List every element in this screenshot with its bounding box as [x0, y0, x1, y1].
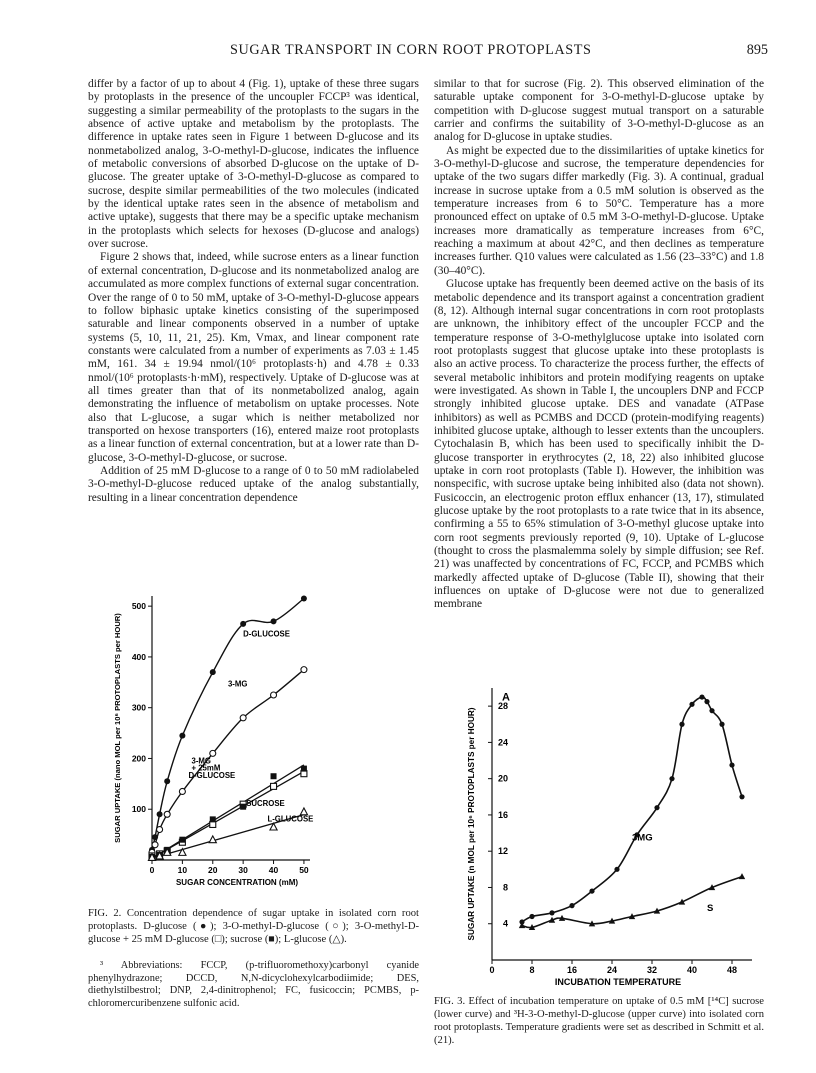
x-tick-label: 0 [489, 965, 495, 975]
x-tick-label: 24 [606, 965, 618, 975]
x-tick-label: 48 [726, 965, 738, 975]
data-point-filled-circle [240, 621, 246, 627]
paragraph: similar to that for sucrose (Fig. 2). This observed elimination of the saturable uptake component for 3-O-methyl-D-glucose uptake by competition with D-glucose suggest mutual transport on a saturable carrier and confirms the suitability of 3-O-methyl-D-glucose as an analog for D-glucose in uptake studies. [434, 78, 764, 144]
data-point-open-circle [152, 842, 158, 848]
curve-label: 3-MG [227, 679, 248, 689]
curve-label: L-GLUCOSE [267, 814, 314, 824]
data-point-filled-circle [569, 903, 574, 908]
data-point-open-circle [210, 750, 216, 756]
y-tick-label: 300 [131, 702, 146, 713]
data-point-filled-circle [152, 834, 158, 840]
data-point-open-circle [301, 667, 307, 673]
y-axis-label: SUGAR UPTAKE (n MOL per 10⁶ PROTOPLASTS per HOUR) [467, 707, 476, 941]
curve-label: 3-MG [191, 756, 211, 766]
curve-label: + 25mM [191, 763, 221, 773]
data-point-filled-circle [679, 722, 684, 727]
caption-text: FIG. 3. Effect of incubation temperature on uptake of 0.5 mM [¹⁴C] sucrose (lower curve) and ³H-3-O-methyl-D-glucose (upper curve) into isolated corn root protoplasts. Temperature gradients were set as described in Schmitt et al. (21). [434, 996, 764, 1046]
y-tick-label: 8 [502, 882, 508, 893]
data-point-filled-circle [704, 699, 709, 704]
data-point-filled-circle [699, 694, 704, 699]
curve-label: 3MG [632, 832, 653, 844]
running-title: SUGAR TRANSPORT IN CORN ROOT PROTOPLASTS [230, 42, 592, 58]
data-point-open-circle [240, 715, 246, 721]
left-column [88, 78, 419, 505]
y-tick-label: 16 [497, 809, 508, 820]
data-point-open-square [271, 783, 277, 789]
y-tick-label: 400 [131, 651, 146, 662]
paragraph: Addition of 25 mM D-glucose to a range of 0 to 50 mM radiolabeled 3-O-methyl-D-glucose reduced uptake of the analog substantially, resulting in a linear concentration dependence [88, 464, 419, 504]
data-point-filled-square [210, 816, 216, 822]
data-point-filled-circle [729, 762, 734, 767]
x-tick-label: 16 [566, 965, 578, 975]
panel-label: A [502, 691, 510, 704]
data-point-open-triangle [209, 836, 216, 843]
x-axis-label: SUGAR CONCENTRATION (mM) [175, 878, 299, 887]
x-tick-label: 10 [177, 865, 188, 875]
x-tick-label: 50 [299, 865, 309, 875]
x-tick-label: 8 [529, 965, 535, 975]
data-point-filled-circle [739, 794, 744, 799]
data-point-filled-circle [210, 669, 216, 675]
data-point-open-circle [271, 692, 277, 698]
data-point-filled-circle [709, 708, 714, 713]
figure-3-chart [467, 682, 770, 994]
curve-label: S [707, 903, 714, 915]
data-point-filled-circle [301, 596, 307, 602]
data-point-filled-circle [529, 914, 534, 919]
data-point-filled-square [179, 837, 185, 843]
data-point-filled-square [271, 773, 277, 779]
y-tick-label: 500 [131, 601, 146, 612]
footnote [88, 960, 419, 1010]
y-tick-label: 200 [131, 753, 146, 764]
figure-2-chart [96, 590, 318, 905]
data-point-filled-circle [271, 618, 277, 624]
x-tick-label: 40 [268, 865, 279, 875]
data-point-filled-circle [719, 722, 724, 727]
data-point-open-circle [164, 811, 170, 817]
curve-label: SUCROSE [246, 799, 285, 809]
y-tick-label: 20 [497, 773, 508, 784]
paragraph: Figure 2 shows that, indeed, while sucrose enters as a linear function of external concentration, D-glucose and its nonmetabolized analog are accumulated as more complex functions of external sugar concentration. Over the range of 0 to 50 mM, uptake of 3-O-methyl-D-glucose appears to follow biphasic uptake kinetics consisting of the superimposed saturable and linear components observed in a number of uptake systems (5, 10, 11, 21, 25). Km, Vmax, and linear component rate constants were calculated from a number of experiments as 7.03 ± 1.45 mM, 161. 34 ± 19.94 nmol/(10⁶ protoplasts·h) and 4.78 ± 0.33 nmol/(10⁶ protoplasts·h·mM), respectively. Uptake of D-glucose was at all times greater than that of its nonmetabolized analog, again demonstrating the influence of metabolism on uptake processes. Note also that L-glucose, a sugar which is neither metabolized nor transported on hexose transporters (16), entered maize root protoplasts as a linear function of external concentration, but at a lower rate than D-glucose, 3-O-methyl-D-glucose, or sucrose. [88, 251, 419, 464]
caption-text: FIG. 2. Concentration dependence of sugar uptake in isolated corn root protoplasts. D-glucose (●); 3-O-methyl-D-glucose (○); 3-O-methyl-D-glucose + 25 mM D-glucose (□); sucrose (■); L-glucose (△). [88, 908, 419, 945]
y-tick-label: 28 [497, 701, 508, 712]
data-point-open-circle [179, 788, 185, 794]
series-curve [152, 670, 304, 853]
data-point-filled-circle [614, 867, 619, 872]
footnote-text: ³ Abbreviations: FCCP, (p-trifluoromethoxy)carbonyl cyanide phenylhydrazone; DCCD, N,N-dicyclohexylcarbodiimide; DES, diethylstilbestrol; DNP, 2,4-dinitrophenol; FC, fusicoccin; PCMBS, p-chloromercuribenzene sulfonic acid. [88, 960, 419, 1009]
paragraph: Glucose uptake has frequently been deemed active on the basis of its metabolic dependence and its transport against a concentration gradient (8, 12). Although internal sugar concentrations in corn root protoplasts are unknown, the inhibitory effect of the uncoupler FCCP and the temperature response of 3-O-methylglucose uptake into isolated corn root protoplasts suggest that glucose uptake into these protoplasts is also an active process. To characterize the process further, the effects of several metabolic inhibitors and protein modifying reagents on uptake were investigated. As shown in Table I, the uncouplers DNP and FCCP strongly inhibited glucose uptake. DES and vanadate (ATPase inhibitors) as well as PCMBS and DCCD (protein-modifying reagents) inhibited glucose uptake, although to lesser extents than the uncouplers. Cytochalasin B, which has been used to specifically inhibit the D-glucose transporter in erythrocytes (2, 18, 22) also inhibited glucose uptake in corn root protoplasts (Table I). However, the inhibition was nonspecific, with sucrose uptake being inhibited also (data not shown). Fusicoccin, an electrogenic proton efflux enhancer (13, 17), stimulated glucose uptake by the root protoplasts to a rate twice that in its absence, confirming a 55 to 65% stimulation of 3-O-methyl glucose uptake into corn root segments previously reported (9, 10). Uptake of L-glucose (thought to cross the plasmalemma solely by simple diffusion; see Ref. 21) was unaffected by concentrations of FC, FCCP, and PCMBS which markedly affected uptake of D-glucose (Table II), showing that their influences on uptake of D-glucose were not due to generalized membrane [434, 278, 764, 611]
data-point-filled-circle [669, 776, 674, 781]
x-tick-label: 40 [686, 965, 698, 975]
x-tick-label: 20 [208, 865, 218, 875]
data-point-filled-circle [589, 888, 594, 893]
y-tick-label: 12 [497, 846, 508, 857]
right-column [434, 78, 764, 612]
data-point-filled-triangle [739, 873, 745, 879]
y-tick-label: 100 [131, 804, 146, 815]
x-axis-label: INCUBATION TEMPERATURE [554, 977, 682, 987]
data-point-filled-circle [157, 811, 163, 817]
data-point-filled-circle [164, 778, 170, 784]
paragraph: As might be expected due to the dissimilarities of uptake kinetics for 3-O-methyl-D-glucose and sucrose, the temperature dependencies for uptake of the two sugars differ markedly (Fig. 3). A continual, gradual increase in sucrose uptake from a 0.5 mM solution is observed as the temperature increases from 6 to 50°C. Temperature has a more pronounced effect on uptake of 0.5 mM 3-O-methyl-D-glucose. Uptake increases more dramatically as temperature increases from 6°C, reaching a maximum at about 42°C, and then declines as temperature increases further. Q10 values were calculated as 1.56 (23–33°C) and 1.8 (30–40°C). [434, 144, 764, 277]
running-header [0, 42, 816, 66]
y-tick-label: 4 [502, 918, 508, 929]
data-point-filled-circle [654, 805, 659, 810]
figure-3-caption [434, 995, 764, 1047]
data-point-filled-square [301, 766, 307, 772]
page-number: 895 [746, 42, 768, 58]
y-tick-label: 24 [497, 737, 508, 748]
x-tick-label: 32 [646, 965, 658, 975]
data-point-filled-circle [179, 733, 185, 739]
y-axis-label: SUGAR UPTAKE (nano MOL per 10⁶ PROTOPLASTS per HOUR) [113, 613, 122, 843]
data-point-filled-circle [549, 910, 554, 915]
data-point-filled-circle [689, 702, 694, 707]
figure-2-caption [88, 907, 419, 946]
curve-label: D-GLUCOSE [188, 770, 236, 780]
paragraph: differ by a factor of up to about 4 (Fig. 1), uptake of these three sugars by protoplasts in the presence of the uncoupler FCCP³ was identical, suggesting a similar permeability of the protoplasts to the sugars in the absence of active uptake and metabolism by the protoplasts. The difference in uptake rates seen in Figure 1 between D-glucose and its nonmetabolized analog, 3-O-methyl-D-glucose, indicates the influence of metabolic conversions of absorbed D-glucose on the uptake of D-glucose. The greater uptake of 3-O-methyl-D-glucose as compared to sucrose, despite similar permeabilities of the two molecules (indicated by the identical uptake rates seen in the absence of metabolism and active uptake), suggests that there may be a specific uptake mechanism in the protoplasts which selects for hexoses (D-glucose and analogs) over sucrose. [88, 78, 419, 251]
x-tick-label: 30 [238, 865, 248, 875]
data-point-open-circle [157, 827, 163, 833]
x-tick-label: 0 [149, 865, 155, 875]
curve-label: D-GLUCOSE [243, 629, 290, 639]
